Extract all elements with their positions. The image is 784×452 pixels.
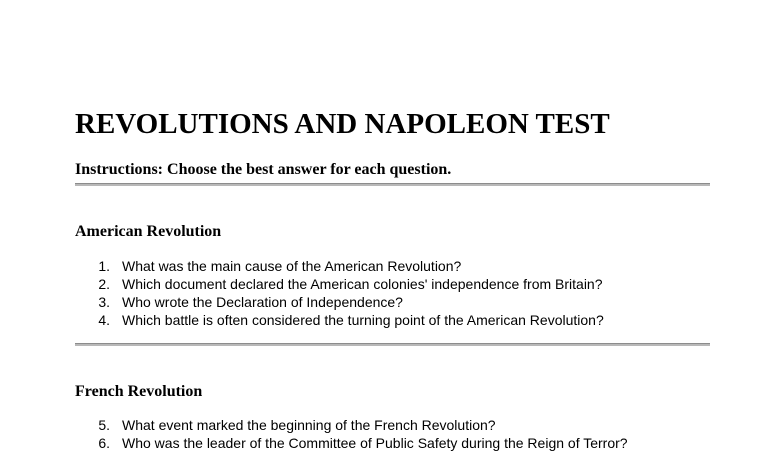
horizontal-rule	[75, 183, 710, 186]
section-heading-american-revolution: American Revolution	[75, 223, 222, 240]
question-number: 1.	[98, 258, 110, 274]
question-text: What event marked the beginning of the French Revolution?	[122, 417, 496, 433]
question-text: Who wrote the Declaration of Independence?	[122, 294, 403, 310]
question-number: 4.	[98, 312, 110, 328]
question-text: What was the main cause of the American Revolution?	[122, 258, 462, 274]
question-number: 3.	[98, 294, 110, 310]
question-text: Which document declared the American colonies' independence from Britain?	[122, 276, 603, 292]
question-number: 5.	[98, 417, 110, 433]
instructions-text: Instructions: Choose the best answer for each question.	[75, 161, 452, 178]
question-text: Who was the leader of the Committee of Public Safety during the Reign of Terror?	[122, 435, 628, 451]
horizontal-rule	[75, 343, 710, 346]
section-heading-french-revolution: French Revolution	[75, 383, 203, 400]
question-number: 6.	[98, 435, 110, 451]
question-text: Which battle is often considered the turning point of the American Revolution?	[122, 312, 604, 328]
question-number: 2.	[98, 276, 110, 292]
document-title: REVOLUTIONS AND NAPOLEON TEST	[75, 108, 610, 140]
